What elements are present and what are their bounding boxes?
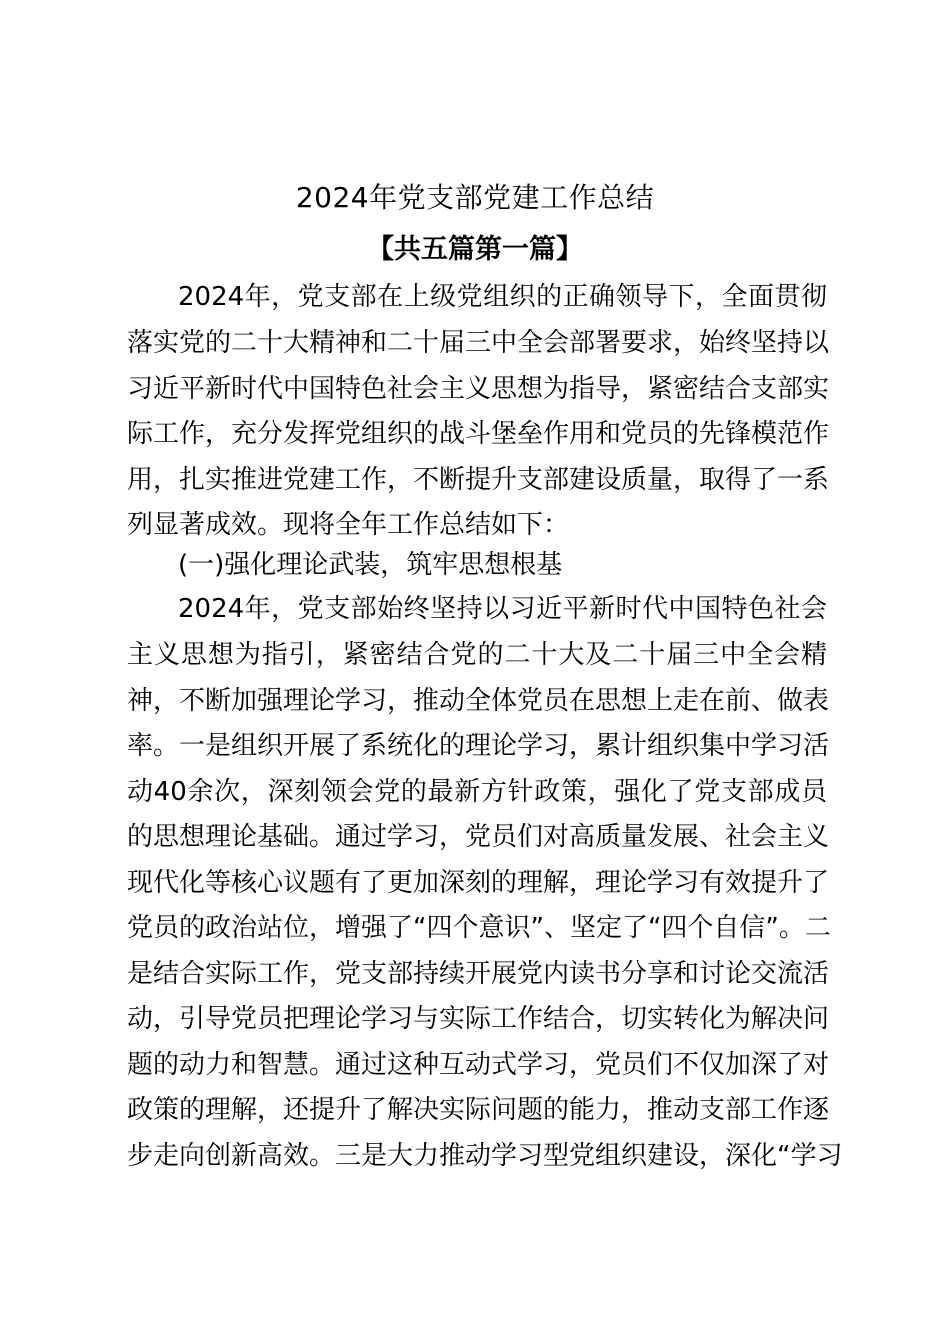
paragraph-line: 际工作，充分发挥党组织的战斗堡垒作用和党员的先锋模范作: [127, 419, 830, 449]
paragraph-line: 率。一是组织开展了系统化的理论学习，累计组织集中学习活: [127, 731, 830, 761]
paragraph-line: 动40余次，深刻领会党的最新方针政策，强化了党支部成员: [127, 777, 827, 807]
paragraph-line: 列显著成效。现将全年工作总结如下：: [127, 510, 570, 540]
paragraph-line: 落实党的二十大精神和二十届三中全会部署要求，始终坚持以: [127, 328, 830, 358]
paragraph-line: 是结合实际工作，党支部持续开展党内读书分享和讨论交流活: [127, 959, 830, 989]
paragraph-line: 习近平新时代中国特色社会主义思想为指导，紧密结合支部实: [127, 374, 830, 404]
paragraph-line: 的思想理论基础。通过学习，党员们对高质量发展、社会主义: [127, 822, 830, 852]
paragraph-line: 题的动力和智慧。通过这种互动式学习，党员们不仅加深了对: [127, 1050, 830, 1080]
document-subtitle: 【共五篇第一篇】: [367, 234, 583, 265]
paragraph-line: 现代化等核心议题有了更加深刻的理解，理论学习有效提升了: [127, 868, 830, 898]
document-title: 2024年党支部党建工作总结: [295, 181, 655, 214]
paragraph-line: 动，引导党员把理论学习与实际工作结合，切实转化为解决问: [127, 1004, 830, 1034]
paragraph-line: 政策的理解，还提升了解决实际问题的能力，推动支部工作逐: [127, 1095, 830, 1125]
paragraph-line: 党员的政治站位，增强了“四个意识”、坚定了“四个自信”。二: [127, 913, 831, 943]
paragraph-line: 主义思想为指引，紧密结合党的二十大及二十届三中全会精: [127, 640, 827, 670]
paragraph-line: 神，不断加强理论学习，推动全体党员在思想上走在前、做表: [127, 686, 830, 716]
paragraph-line: 用，扎实推进党建工作，不断提升支部建设质量，取得了一系: [127, 465, 830, 495]
paragraph-line: 2024年，党支部在上级党组织的正确领导下，全面贯彻: [178, 282, 827, 312]
paragraph-line: 步走向创新高效。三是大力推动学习型党组织建设，深化“学习: [127, 1141, 843, 1171]
section-heading: (一)强化理论武装，筑牢思想根基: [178, 550, 563, 580]
paragraph-line: 2024年，党支部始终坚持以习近平新时代中国特色社会: [178, 594, 827, 624]
